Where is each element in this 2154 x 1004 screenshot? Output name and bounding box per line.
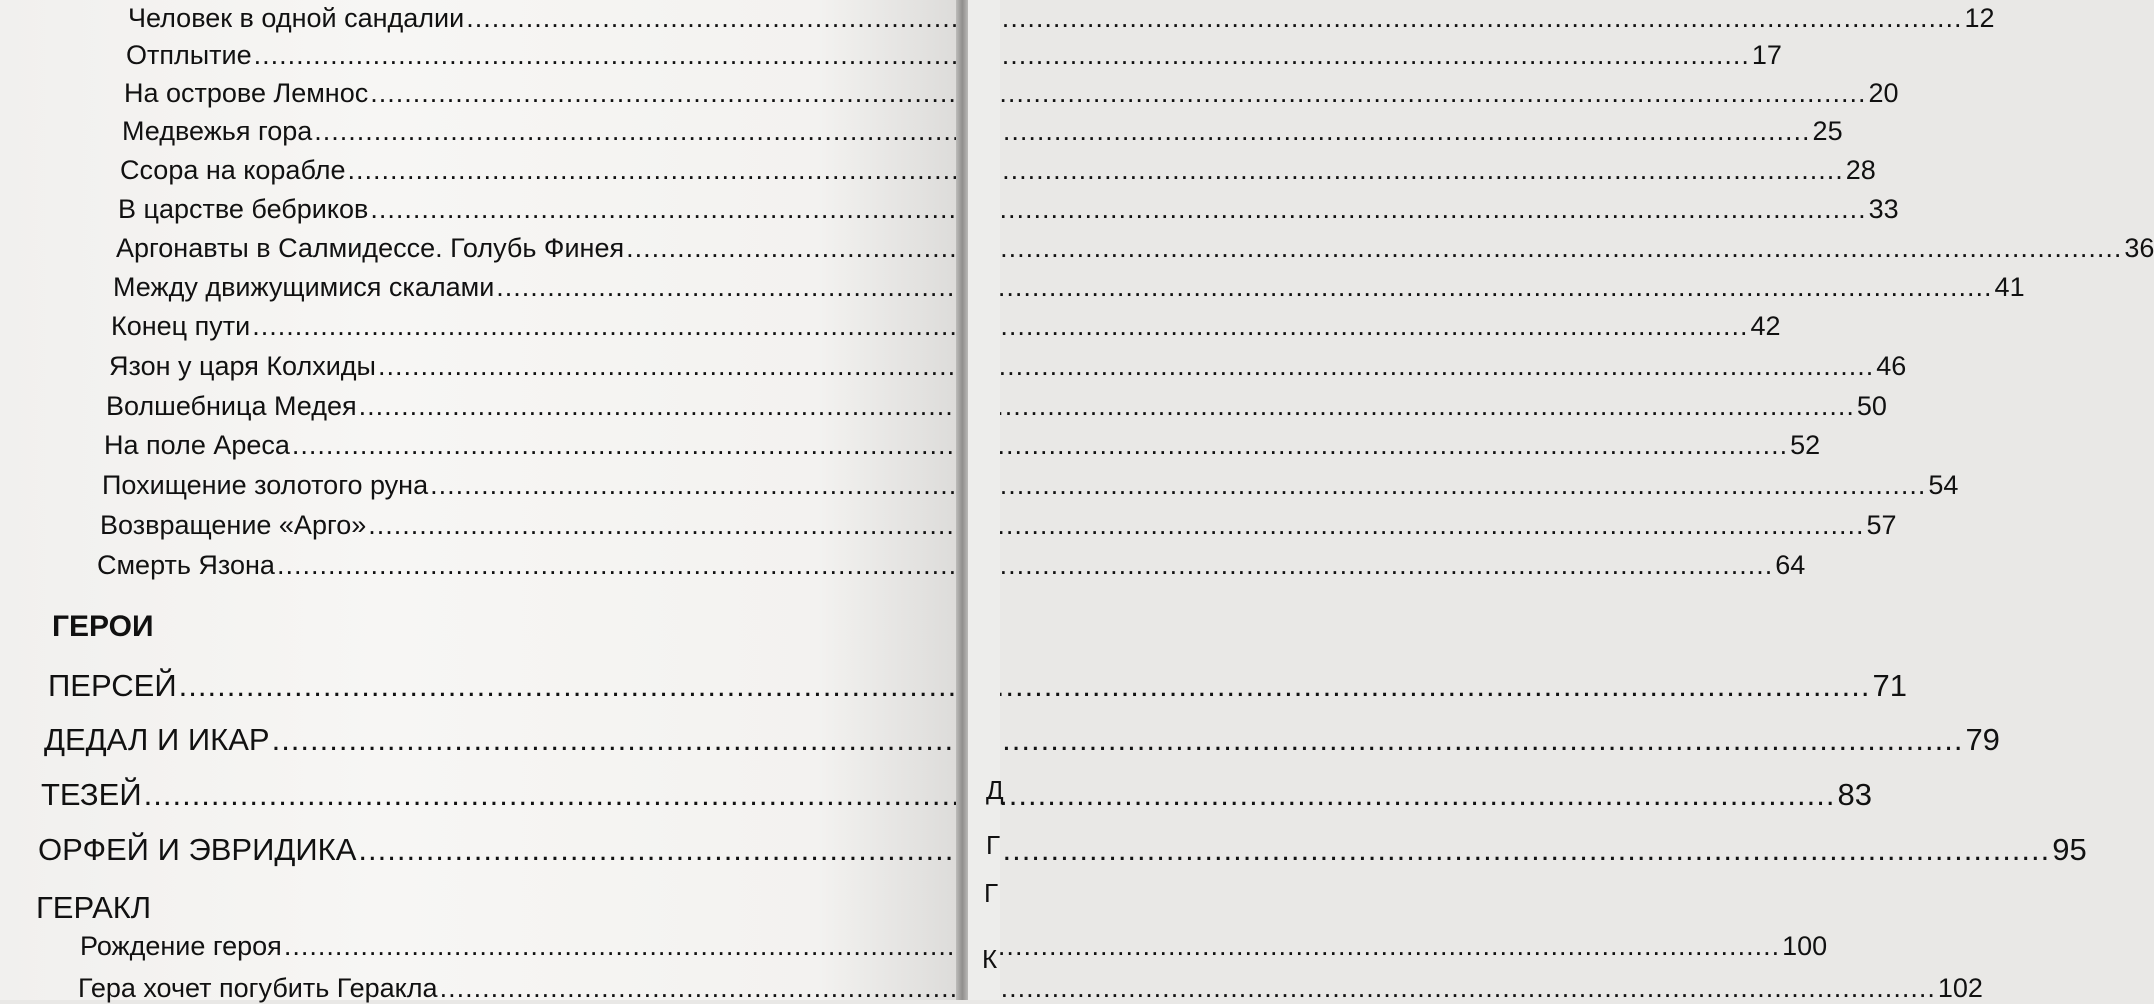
toc-entry-page: 17 [1751, 40, 1782, 70]
toc-entry-title: Смерть Язона [97, 550, 275, 580]
toc-entry-title: На острове Лемнос [124, 78, 369, 108]
toc-entry[interactable] [128, 2, 1995, 34]
toc-entry-title: Конец пути [111, 311, 251, 341]
toc-entry-page: 46 [1876, 351, 1907, 381]
toc-entry-title: Похищение золотого руна [102, 470, 429, 500]
toc-entry[interactable] [78, 972, 1983, 1004]
dot-leader [370, 77, 1866, 109]
toc-entry-page: 83 [1837, 777, 1872, 812]
toc-entry-page: 57 [1866, 510, 1897, 540]
toc-entry-page: 20 [1868, 78, 1899, 108]
dot-leader [179, 670, 1871, 702]
toc-entry[interactable] [116, 232, 2154, 264]
dot-leader [347, 154, 1843, 186]
toc-entry-page: 71 [1872, 668, 1907, 703]
dot-leader [440, 972, 1936, 1004]
toc-entry-title: Гера хочет погубить Геракла [78, 973, 438, 1003]
toc-entry-title: Волшебница Медея [106, 391, 357, 421]
dot-leader [430, 469, 1926, 501]
toc-entry[interactable] [80, 930, 1828, 962]
toc-entry[interactable] [102, 469, 1959, 501]
dot-leader [272, 724, 1964, 756]
toc-entry[interactable] [48, 668, 1907, 703]
toc-entry-title: Между движущимися скалами [113, 272, 495, 302]
toc-entry-title: Человек в одной сандалии [128, 3, 465, 33]
toc-entry-page: 28 [1845, 155, 1876, 185]
dot-leader [314, 115, 1810, 147]
toc-entry-title: Язон у царя Колхиды [109, 351, 376, 381]
dot-leader [254, 39, 1750, 71]
dot-leader [496, 271, 1992, 303]
toc-entry[interactable] [109, 350, 1907, 382]
toc-entry[interactable] [104, 429, 1821, 461]
toc-entry-title: ТЕЗЕЙ [41, 777, 142, 812]
toc-entry-page: 33 [1868, 194, 1899, 224]
chapter-heading: ГЕРАКЛ [36, 890, 152, 925]
adjacent-page [968, 0, 1004, 1000]
toc-entry-page: 102 [1937, 973, 1983, 1003]
toc-entry[interactable] [113, 271, 2025, 303]
adjacent-page-letter: К [982, 944, 998, 974]
toc-entry-title: Медвежья гора [122, 116, 313, 146]
toc-entry-title: Возвращение «Арго» [100, 510, 367, 540]
dot-leader [292, 429, 1788, 461]
toc-entry-title: В царстве бебриков [118, 194, 369, 224]
dot-leader [359, 390, 1855, 422]
toc-entry-page: 36 [2124, 233, 2154, 263]
toc-entry-page: 100 [1782, 931, 1828, 961]
adjacent-page-letter: Г [984, 878, 999, 908]
toc-entry[interactable] [118, 193, 1899, 225]
toc-entry-page: 25 [1812, 116, 1843, 146]
toc-entry[interactable] [111, 310, 1781, 342]
toc-entry[interactable] [97, 549, 1806, 581]
dot-leader [277, 549, 1773, 581]
toc-entry[interactable] [106, 390, 1887, 422]
toc-entry-page: 12 [1964, 3, 1995, 33]
toc-entry-page: 95 [2052, 832, 2087, 867]
section-heading: ГЕРОИ [52, 610, 154, 643]
show-through-text [780, 620, 786, 646]
toc-entry-page: 52 [1790, 430, 1821, 460]
dot-leader [626, 232, 2122, 264]
adjacent-page-letter: Г [986, 830, 1001, 860]
toc-entry[interactable] [38, 832, 2087, 867]
dot-leader [378, 350, 1874, 382]
dot-leader [368, 509, 1864, 541]
toc-entry[interactable] [44, 722, 2000, 757]
toc-entry-title: ПЕРСЕЙ [48, 668, 177, 703]
dot-leader [466, 2, 1962, 34]
toc-entry-title: ДЕДАЛ И ИКАР [44, 722, 270, 757]
toc-entry-title: Аргонавты в Салмидессе. Голубь Финея [116, 233, 625, 263]
dot-leader [252, 310, 1748, 342]
toc-entry-title: На поле Ареса [104, 430, 290, 460]
toc-entry[interactable] [120, 154, 1876, 186]
toc-entry-page: 42 [1750, 311, 1781, 341]
toc-entry[interactable] [126, 39, 1782, 71]
toc-entry-title: Отплытие [126, 40, 252, 70]
toc-entry-page: 50 [1856, 391, 1887, 421]
dot-leader [284, 930, 1780, 962]
toc-entry[interactable] [124, 77, 1899, 109]
toc-entry-title: Ссора на корабле [120, 155, 346, 185]
toc-entry-title: Рождение героя [80, 931, 282, 961]
toc-entry[interactable] [122, 115, 1843, 147]
toc-entry-page: 54 [1928, 470, 1959, 500]
dot-leader [370, 193, 1866, 225]
toc-entry-title: ОРФЕЙ И ЭВРИДИКА [38, 832, 357, 867]
toc-entry-page: 64 [1775, 550, 1806, 580]
dot-leader [358, 834, 2050, 866]
adjacent-page-letter: Д [986, 775, 1004, 805]
toc-entry[interactable] [100, 509, 1897, 541]
toc-entry-page: 79 [1965, 722, 2000, 757]
toc-entry[interactable] [41, 777, 1872, 812]
toc-entry-page: 41 [1994, 272, 2025, 302]
